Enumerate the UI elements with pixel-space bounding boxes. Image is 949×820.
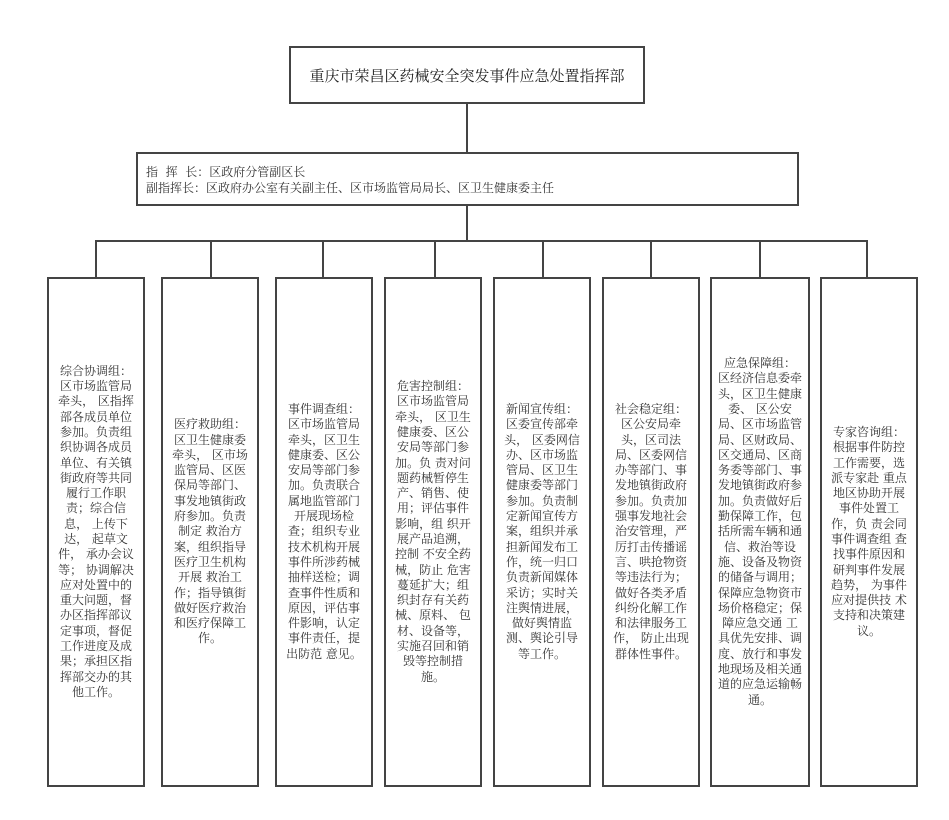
group-box-expert-consultation — [820, 277, 918, 787]
group-duties: 区市场监管局牵头，区卫生健康委、区公安局等部门参加。负责联合属地监管部门开展现场检查；组织专业技术机构开展事件所涉药械抽样送检；调 查事件性质和原因，评估事件影响，认定 事件责任，提出防范 意见。 — [286, 417, 364, 661]
drop-line-8 — [866, 240, 868, 278]
command-box — [136, 152, 799, 206]
connector-title-to-command — [466, 104, 468, 152]
group-duties: 区委宣传部牵头， 区委网信办、区市场监管局、区卫生健康委等部门参加。负责制定新闻宣传方案，组织并承担新闻发布工作，统一归口负责新闻媒体采访；实时关注舆情进展，做好舆情监测、舆论引导等工作。 — [504, 417, 580, 661]
group-duties: 根据事件防控工作需要，选派专家赴 重点地区协助开展 事件处置工作，负 责会同事件调查组 查找事件原因和研判事件发展趋势， 为事件应对提供技 术支持和决策建 议。 — [831, 440, 909, 638]
drop-line-7 — [759, 240, 761, 278]
group-box-hazard-control — [384, 277, 482, 787]
deputy-commander-text: 副指挥长：区政府办公室有关副主任、区市场监管局局长、区卫生健康委主任 — [146, 181, 555, 195]
drop-line-2 — [210, 240, 212, 278]
headquarters-title: 重庆市荣昌区药械安全突发事件应急处置指挥部 — [309, 66, 625, 85]
group-name: 社会稳定组： — [614, 401, 687, 416]
group-duties: 区经济信息委牵头，区卫生健康委、 区公安局、区市场监管局、区财政局、区交通局、区商务委等部门、事发地镇街政府参加。负责做好后勤保障工作，包括所需车辆和通信、救治等设施、设备及物资的储备与调用；保障应急物资市场价格稳定；保障应急交通 工具优先安排、调度、放行和事发地现场及相关通道的应急运输畅通。 — [718, 371, 803, 707]
group-duties: 区市场监管局牵头， 区卫生健康委、区公安局等部门参加。负 责对问题药械暂停生 产、销售、使用；评估事件影响，组 织开展产品追溯，控制 不安全药械，防止 危害蔓延扩大；组织封存有关药械、原料、 包材、设备等，实施召回和销毁等控制措施。 — [395, 394, 473, 684]
drop-line-6 — [650, 240, 652, 278]
drop-line-4 — [434, 240, 436, 278]
group-name: 新闻宣传组： — [505, 401, 578, 416]
drop-line-1 — [95, 240, 97, 278]
group-name: 危害控制组： — [396, 379, 469, 394]
group-box-general-coordination — [47, 277, 145, 787]
group-name: 专家咨询组： — [832, 424, 905, 439]
group-name: 应急保障组： — [723, 356, 796, 371]
group-box-incident-investigation — [275, 277, 373, 787]
group-box-emergency-support — [710, 277, 810, 787]
group-duties: 区市场监管局牵头， 区指挥部各成员单位参加。负责组织协调各成员单位、有关镇街政府等共同履行工作职责；综合信息， 上传下达， 起草文件， 承办会议等； 协调解决应对处置中的重大问题，督办区指挥部议定事项，督促工作进度及成果；承担区指挥部交办的其他工作。 — [58, 379, 134, 699]
group-name: 综合协调组： — [59, 363, 132, 378]
drop-line-3 — [322, 240, 324, 278]
group-duties: 区卫生健康委牵头， 区市场监管局、区医保局等部门、事发地镇街政府参加。负责制定 救治方案，组织指导 医疗卫生机构开展 救治工作；指导镇街做好医疗救治 和医疗保障工作。 — [172, 432, 250, 646]
connector-command-to-bus — [466, 206, 468, 241]
group-box-news-publicity — [493, 277, 591, 787]
group-box-medical-rescue — [161, 277, 259, 787]
commander-text: 指 挥 长：区政府分管副区长 — [146, 165, 306, 179]
group-duties: 区公安局牵头，区司法局、区委网信办等部门、事发地镇街政府参加。负责加强事发地社会治安管理，严厉打击传播谣言、哄抢物资等违法行为； 做好各类矛盾纠纷化解工作和法律服务工作， 防止出现群体性事件。 — [613, 417, 691, 661]
headquarters-title-box — [289, 46, 645, 104]
group-name: 事件调查组： — [287, 401, 360, 416]
drop-line-5 — [542, 240, 544, 278]
group-name: 医疗救助组： — [173, 417, 246, 432]
group-box-social-stability — [602, 277, 700, 787]
